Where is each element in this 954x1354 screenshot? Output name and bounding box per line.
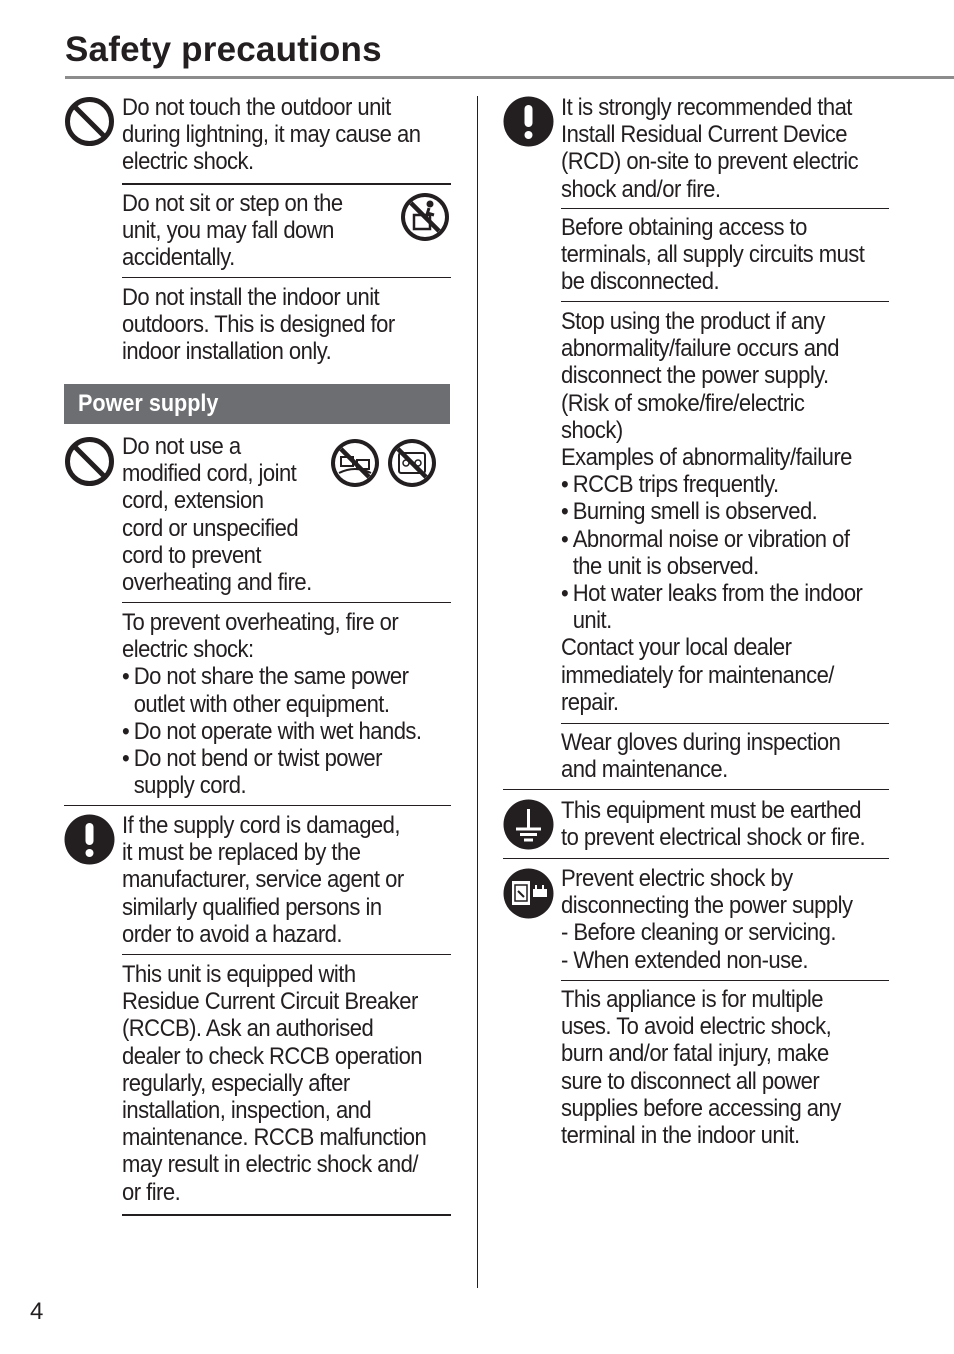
exclamation-mandatory-icon <box>64 814 115 865</box>
no-multi-outlet-icon <box>386 437 438 489</box>
column-divider <box>477 96 478 1288</box>
exclamation-mandatory-icon <box>503 96 554 147</box>
page-number: 4 <box>30 1298 44 1325</box>
title-underline <box>65 76 954 79</box>
no-step-on-unit-icon <box>399 191 451 243</box>
divider <box>122 277 451 278</box>
no-extension-cord-icon <box>329 437 381 489</box>
multiple-uses-notice: This appliance is for multiple uses. To avoid electric shock, burn and/or fatal injury, make sure to disconnect all power supplies before accessing any terminal in the indoor unit. <box>561 986 841 1150</box>
modified-cord-warning: Do not use a modified cord, joint cord, extension cord or unspecified cord to prevent overheating and fire. <box>122 433 312 597</box>
indoor-outdoors-warning: Do not install the indoor unit outdoors. This is designed for indoor installation only. <box>122 284 395 366</box>
divider <box>122 954 451 955</box>
terminals-notice: Before obtaining access to terminals, all supply circuits must be disconnected. <box>561 214 865 296</box>
stop-using-notice: Stop using the product if any abnormality/failure occurs and disconnect the power supply. (Risk of smoke/fire/electric shock) Examples of abnormality/failure • RCCB trips frequently. • Burning smell is observed. • Abnormal noise or vibration of the unit is observed. • Hot water leaks from the indoor unit. Contact your local dealer immediately for maintenance/ repair. <box>561 308 862 716</box>
prohibition-icon <box>64 436 115 487</box>
list-item: • Do not bend or twist power supply cord. <box>122 745 421 799</box>
divider <box>561 208 889 209</box>
list-item: • RCCB trips frequently. <box>561 471 862 498</box>
prevent-overheating-list: To prevent overheating, fire or electric shock: • Do not share the same power outlet with other equipment. • Do not operate with wet hands. • Do not bend or twist power supply cord. <box>122 609 421 799</box>
unplug-icon <box>503 868 554 919</box>
prohibition-icon <box>64 96 115 147</box>
list-item: • Burning smell is observed. <box>561 498 862 525</box>
earth-ground-icon <box>503 799 554 850</box>
disconnect-power-notice: Prevent electric shock by disconnecting the power supply - Before cleaning or servicing. - When extended non-use. <box>561 865 853 974</box>
sit-step-warning: Do not sit or step on the unit, you may fall down accidentally. <box>122 190 343 272</box>
list-item: • Abnormal noise or vibration of the unit is observed. <box>561 526 862 580</box>
divider <box>503 858 889 859</box>
divider <box>122 602 451 603</box>
divider <box>122 1214 451 1216</box>
list-item: • Do not operate with wet hands. <box>122 718 421 745</box>
rcd-recommendation: It is strongly recommended that Install Residual Current Device (RCD) on-site to prevent electric shock and/or fire. <box>561 94 859 203</box>
gloves-notice: Wear gloves during inspection and maintenance. <box>561 729 841 784</box>
divider <box>561 980 889 981</box>
lightning-warning: Do not touch the outdoor unit during lightning, it may cause an electric shock. <box>122 94 421 176</box>
divider <box>122 183 451 185</box>
divider <box>561 301 889 302</box>
cord-damaged-warning: If the supply cord is damaged, it must be replaced by the manufacturer, service agent or similarly qualified persons in order to avoid a hazard. <box>122 812 404 948</box>
list-item: • Do not share the same power outlet with other equipment. <box>122 663 421 717</box>
earthing-notice: This equipment must be earthed to prevent electrical shock or fire. <box>561 797 866 852</box>
divider <box>561 723 889 724</box>
power-supply-heading: Power supply <box>64 384 450 424</box>
page-title: Safety precautions <box>65 30 382 69</box>
rccb-notice: This unit is equipped with Residue Current Circuit Breaker (RCCB). Ask an authorised dealer to check RCCB operation regularly, especially after installation, inspection, and maintenance. RCCB malfunction may result in electric shock and/ or fire. <box>122 961 427 1206</box>
divider <box>64 805 451 806</box>
divider <box>503 789 889 790</box>
list-item: • Hot water leaks from the indoor unit. <box>561 580 862 634</box>
